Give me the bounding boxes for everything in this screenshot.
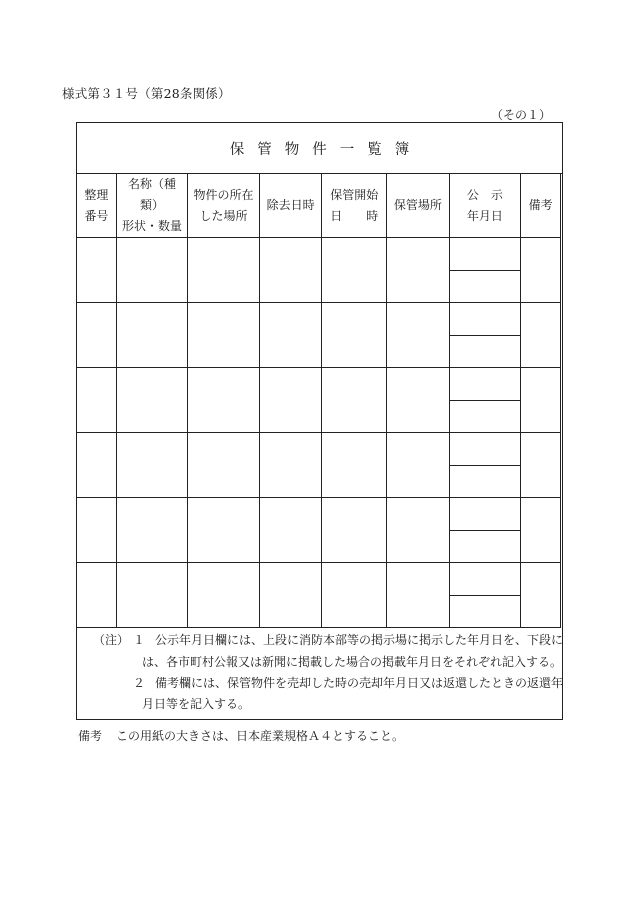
ledger-frame [76, 122, 563, 720]
col-header-serial: 整理 番号 [77, 174, 117, 238]
cell-notice-date-lower[interactable] [449, 465, 521, 498]
cell-location[interactable] [188, 368, 259, 433]
cell-notice-date-lower[interactable] [449, 400, 521, 433]
cell-removal[interactable] [259, 498, 322, 563]
cell-notice-date-lower[interactable] [449, 270, 521, 303]
footer-text: この用紙の大きさは、日本産業規格Ａ４とすること。 [116, 729, 405, 743]
cell-remarks[interactable] [521, 498, 561, 563]
cell-remarks[interactable] [521, 368, 561, 433]
cell-removal[interactable] [259, 303, 322, 368]
cell-remarks[interactable] [521, 433, 561, 498]
cell-location[interactable] [188, 238, 259, 303]
cell-remarks[interactable] [521, 238, 561, 303]
cell-name[interactable] [116, 433, 188, 498]
cell-location[interactable] [188, 303, 259, 368]
ledger-table [76, 173, 561, 628]
col-header-removal: 除去日時 [259, 174, 322, 238]
cell-storage-place[interactable] [387, 303, 450, 368]
cell-name[interactable] [116, 498, 188, 563]
col-header-storage-place: 保管場所 [387, 174, 450, 238]
cell-storage-start[interactable] [322, 433, 387, 498]
notes-section [77, 609, 562, 720]
col-header-storage-start: 保管開始 日 時 [322, 174, 387, 238]
cell-storage-start[interactable] [322, 368, 387, 433]
notes-mark: （注） [93, 633, 130, 647]
cell-notice-date-upper[interactable] [449, 303, 521, 336]
table-row [77, 498, 561, 531]
table-row [77, 238, 561, 271]
cell-notice-date-upper[interactable] [449, 563, 521, 596]
cell-name[interactable] [116, 368, 188, 433]
cell-name[interactable] [116, 238, 188, 303]
cell-serial[interactable] [77, 368, 117, 433]
note-number: ２ [133, 676, 146, 690]
footer-remark [78, 727, 404, 744]
cell-storage-start[interactable] [322, 303, 387, 368]
cell-serial[interactable] [77, 303, 117, 368]
table-row [77, 433, 561, 466]
note-text: 月日等を記入する。 [142, 697, 251, 711]
sheet-part-label: （その１） [490, 108, 551, 122]
cell-storage-place[interactable] [387, 433, 450, 498]
header-row [77, 174, 561, 238]
cell-remarks[interactable] [521, 303, 561, 368]
col-header-location: 物件の所在 した場所 [188, 174, 259, 238]
form-number: 様式第３１号（第28条関係） [62, 86, 231, 101]
cell-notice-date-upper[interactable] [449, 498, 521, 531]
note-text: は、各市町村公報又は新聞に掲載した場合の掲載年月日をそれぞれ記入する。 [142, 655, 563, 669]
cell-notice-date-lower[interactable] [449, 335, 521, 368]
cell-storage-start[interactable] [322, 238, 387, 303]
cell-notice-date-lower[interactable] [449, 530, 521, 563]
cell-location[interactable] [188, 498, 259, 563]
cell-removal[interactable] [259, 238, 322, 303]
cell-serial[interactable] [77, 498, 117, 563]
col-header-name: 名称（種類） 形状・数量 [116, 174, 188, 238]
cell-storage-place[interactable] [387, 238, 450, 303]
cell-name[interactable] [116, 303, 188, 368]
footer-head: 備考 [78, 729, 103, 743]
cell-storage-place[interactable] [387, 498, 450, 563]
ledger-body [77, 238, 561, 628]
col-header-remarks: 備考 [521, 174, 561, 238]
table-row [77, 303, 561, 336]
cell-serial[interactable] [77, 433, 117, 498]
cell-notice-date-upper[interactable] [449, 368, 521, 401]
cell-storage-place[interactable] [387, 368, 450, 433]
table-row [77, 368, 561, 401]
cell-storage-start[interactable] [322, 498, 387, 563]
cell-removal[interactable] [259, 433, 322, 498]
table-row [77, 563, 561, 596]
title-row [77, 123, 562, 174]
cell-serial[interactable] [77, 238, 117, 303]
col-header-notice-date: 公 示 年月日 [449, 174, 521, 238]
cell-removal[interactable] [259, 368, 322, 433]
note-text: 備考欄には、保管物件を売却した時の売却年月日又は返還したときの返還年 [155, 676, 564, 690]
ledger-title: 保管物件一覧簿 [229, 141, 423, 158]
note-text: 公示年月日欄には、上段に消防本部等の掲示場に掲示した年月日を、下段に [155, 633, 564, 647]
cell-location[interactable] [188, 433, 259, 498]
cell-notice-date-upper[interactable] [449, 238, 521, 271]
cell-notice-date-upper[interactable] [449, 433, 521, 466]
note-number: １ [133, 633, 146, 647]
